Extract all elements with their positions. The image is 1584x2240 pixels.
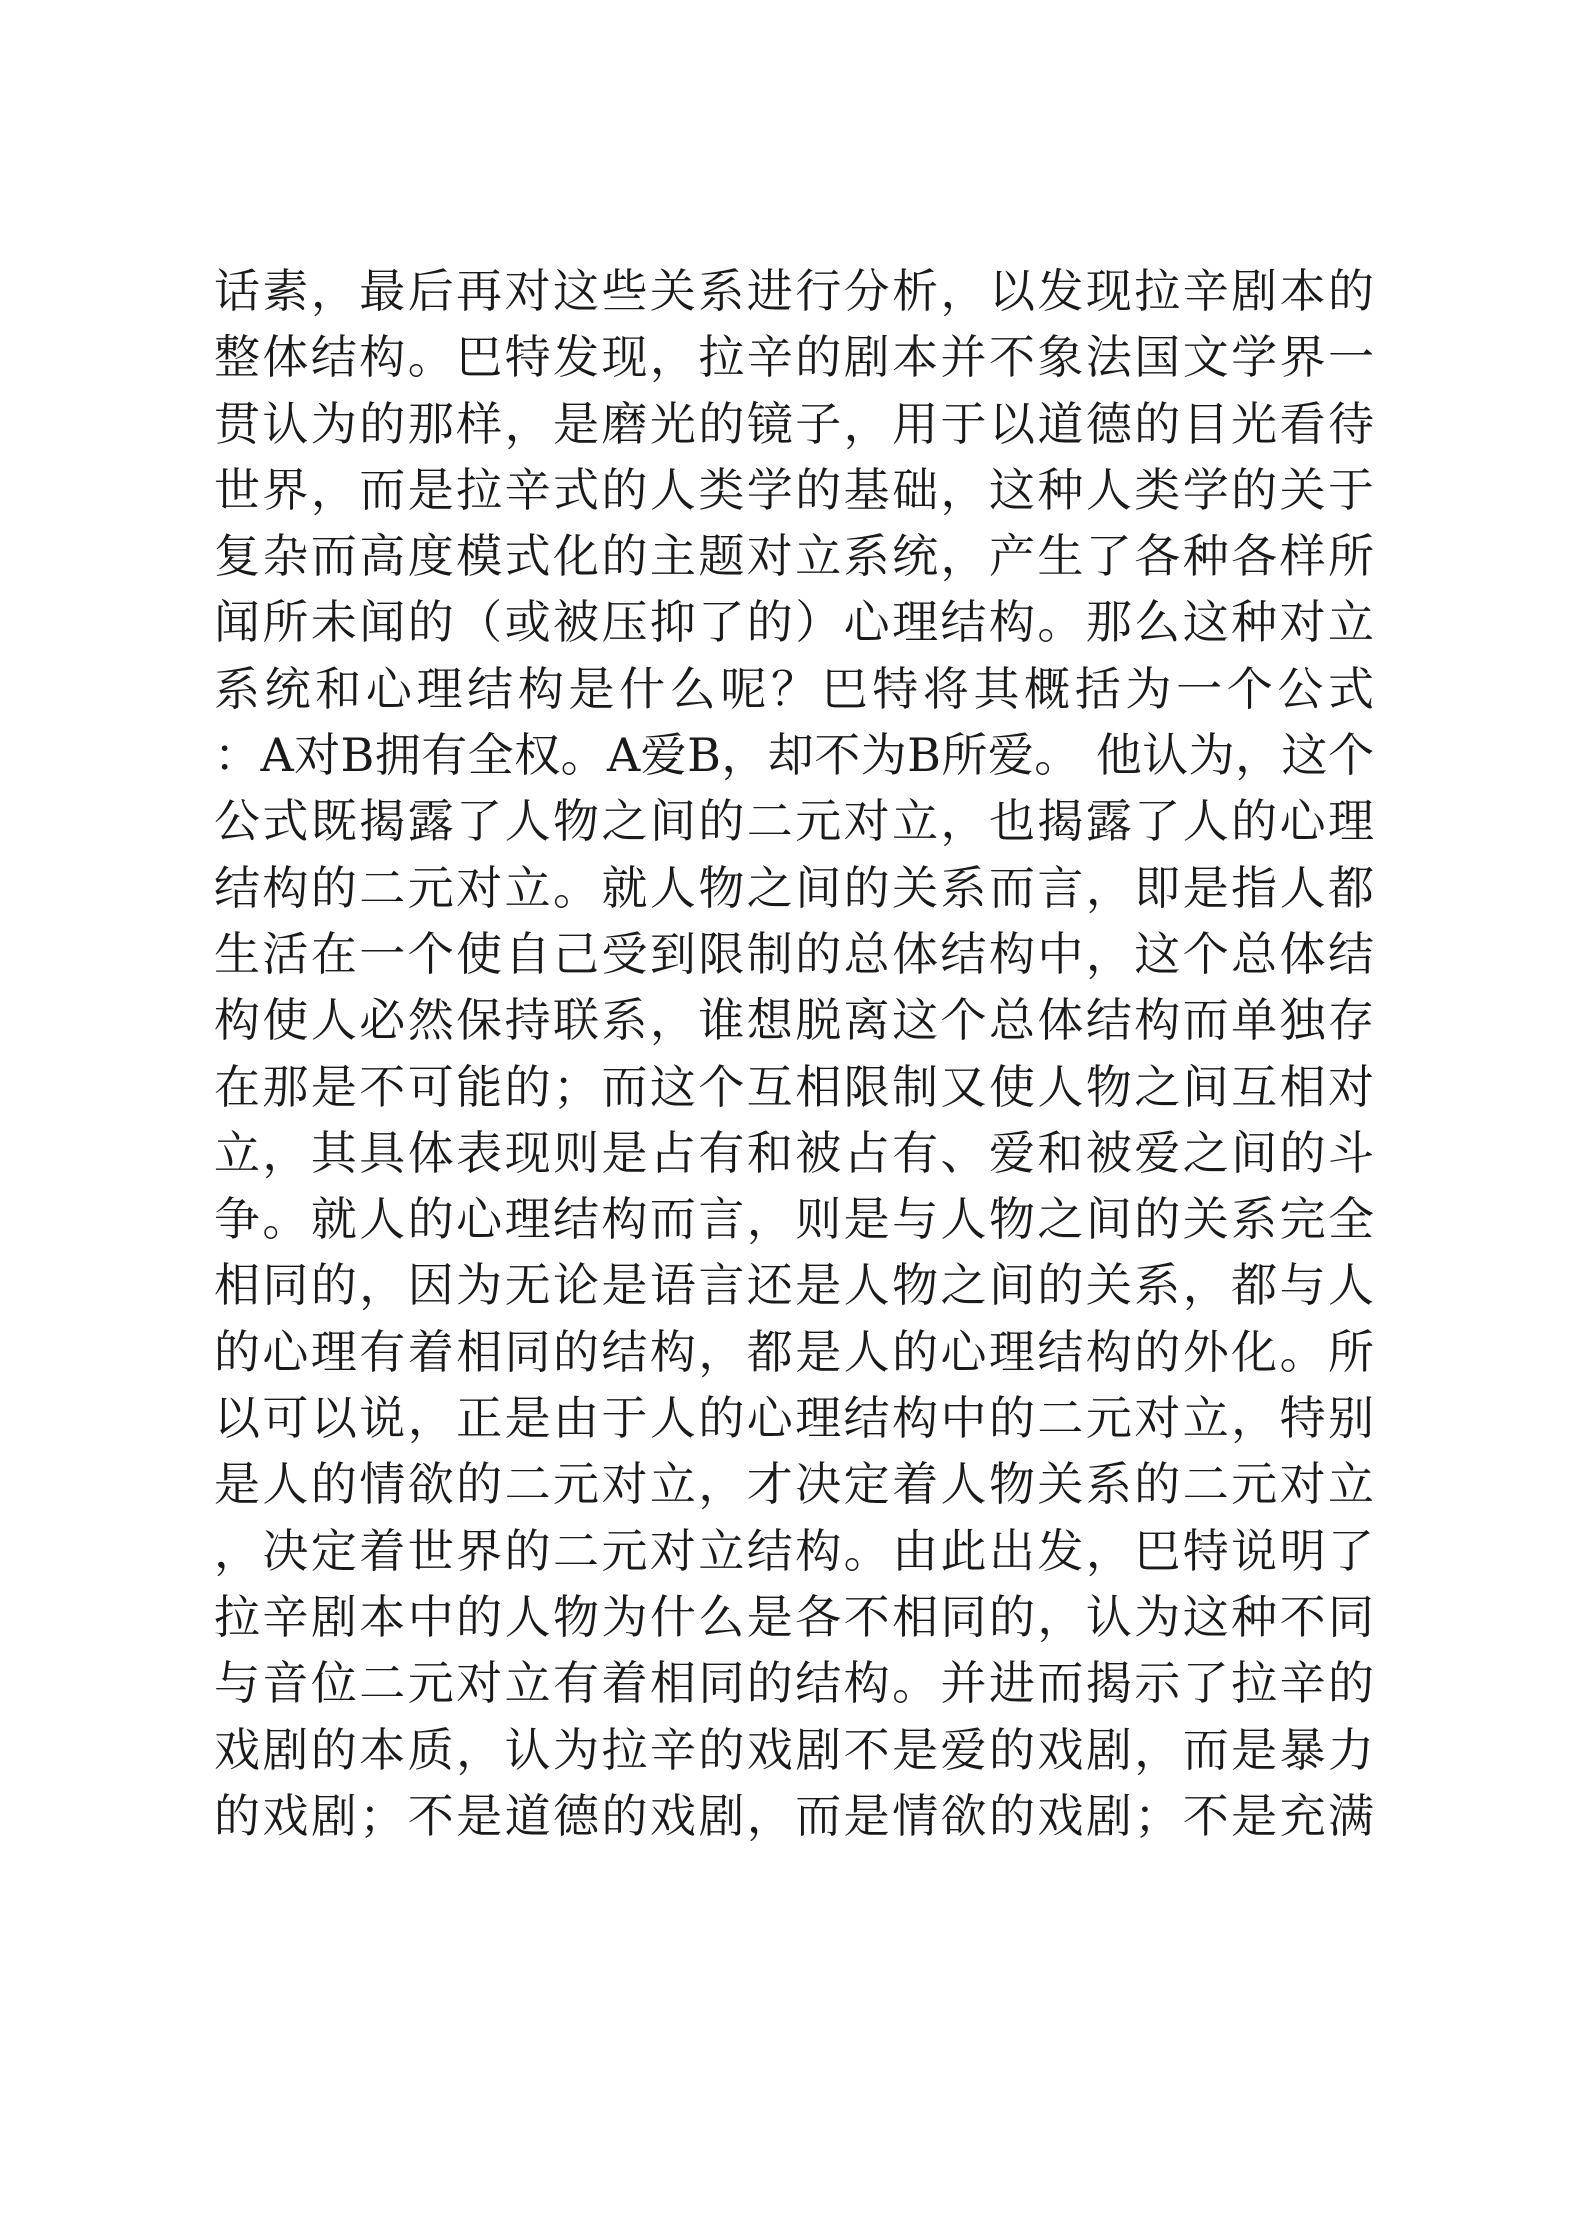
text-line: 构使人必然保持联系，谁想脱离这个总体结构而单独存	[214, 993, 1374, 1048]
text-line: 话素，最后再对这些关系进行分析，以发现拉辛剧本的	[214, 264, 1374, 318]
text-line: 以可以说，正是由于人的心理结构中的二元对立，特别	[214, 1391, 1374, 1446]
text-line: 系统和心理结构是什么呢？巴特将其概括为一个公式	[214, 661, 1374, 716]
text-line: 闻所未闻的（或被压抑了的）心理结构。那么这种对立	[214, 595, 1374, 650]
text-line: 生活在一个使自己受到限制的总体结构中，这个总体结	[214, 926, 1374, 981]
text-line: 立，其具体表现则是占有和被占有、爱和被爱之间的斗	[214, 1125, 1374, 1180]
text-line: ，决定着世界的二元对立结构。由此出发，巴特说明了	[214, 1523, 1374, 1578]
text-line: 是人的情欲的二元对立，才决定着人物关系的二元对立	[214, 1457, 1374, 1512]
text-line: 结构的二元对立。就人物之间的关系而言，即是指人都	[214, 860, 1374, 915]
text-line: ：A对B拥有全权。A爱B，却不为B所爱。 他认为，这个	[214, 728, 1374, 783]
text-line: 相同的，因为无论是语言还是人物之间的关系，都与人	[214, 1258, 1374, 1313]
text-line: 的心理有着相同的结构，都是人的心理结构的外化。所	[214, 1324, 1374, 1379]
text-line: 戏剧的本质，认为拉辛的戏剧不是爱的戏剧，而是暴力	[214, 1722, 1374, 1777]
text-line: 争。就人的心理结构而言，则是与人物之间的关系完全	[214, 1192, 1374, 1247]
text-line: 复杂而高度模式化的主题对立系统，产生了各种各样所	[214, 529, 1374, 584]
text-line: 在那是不可能的；而这个互相限制又使人物之间互相对	[214, 1059, 1374, 1114]
text-line: 与音位二元对立有着相同的结构。并进而揭示了拉辛的	[214, 1656, 1374, 1711]
text-line: 拉辛剧本中的人物为什么是各不相同的，认为这种不同	[214, 1589, 1374, 1644]
body-text	[214, 258, 1374, 1849]
text-line: 公式既揭露了人物之间的二元对立，也揭露了人的心理	[214, 794, 1374, 849]
text-line: 的戏剧；不是道德的戏剧，而是情欲的戏剧；不是充满	[214, 1788, 1374, 1843]
text-line: 贯认为的那样，是磨光的镜子，用于以道德的目光看待	[214, 396, 1374, 451]
text-line: 整体结构。巴特发现，拉辛的剧本并不象法国文学界一	[214, 330, 1374, 385]
text-line: 世界，而是拉辛式的人类学的基础，这种人类学的关于	[214, 462, 1374, 517]
